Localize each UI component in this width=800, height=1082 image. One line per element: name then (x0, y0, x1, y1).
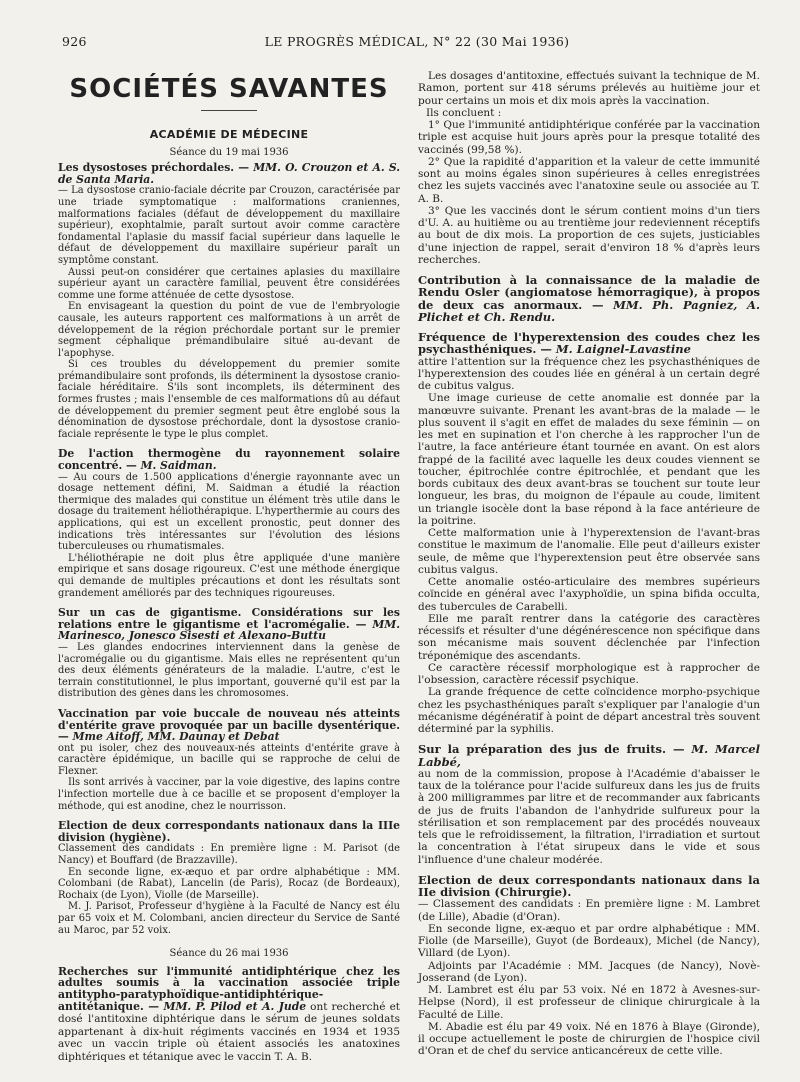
section-rubric: SOCIÉTÉS SAVANTES (69, 74, 389, 104)
article-title: Les dysostoses préchordales. (58, 161, 235, 175)
article-paragraph: M. J. Parisot, Professeur d'hygiène à la Faculté de Nancy est élu par 65 voix et M. Colombani, ancien directeur du Service de Santé au Maroc, par 52 voix. (58, 901, 400, 936)
article-paragraph: Classement des candidats : En première ligne : M. Parisot (de Nancy) et Bouffard (de Brazzaville). (58, 843, 400, 867)
article-title: Sur un cas de gigantisme. Considérations sur les relations entre le gigantisme et l'acromégalie. (58, 606, 400, 631)
article-paragraph: Les dosages d'antitoxine, effectués suivant la technique de M. Ramon, portent sur 418 sérums prélevés au huitième jour et pour certains un mois et dix mois après la vaccination. (418, 70, 760, 107)
article-authors: Mme Aitoff, MM. Daunay et Debat (72, 730, 280, 744)
article-title: Election de deux correspondants nationaux dans la IIe division (Chirurgie). (418, 872, 760, 899)
running-head (62, 34, 772, 50)
column-left (58, 66, 400, 1064)
article-authors: MM. O. Crouzon et A. S. de Santa Maria. (58, 161, 400, 186)
article-paragraph: Ils sont arrivés à vacciner, par la voie digestive, des lapins contre l'infection mortelle due à ce bacille et se proposent d'employer la méthode, qui est anodine, chez le nourrisson. (58, 777, 400, 812)
article-paragraph: M. Lambret est élu par 53 voix. Né en 1872 à Avesnes-sur-Helpse (Nord), il est professeur de clinique chirurgicale à la Faculté de Lille. (418, 984, 760, 1021)
article-title: Vaccination par voie buccale de nouveau nés atteints d'entérite grave provoquée par un bacille dysentérique. (58, 706, 400, 732)
article-title: Sur la préparation des jus de fruits. (418, 742, 667, 757)
article-title: Fréquence de l'hyperextension des coudes chez les psychasthéniques. (418, 330, 760, 357)
article-authors: M. Laignel-Lavastine (555, 342, 691, 357)
article-authors: MM. P. Pilod et A. Jude (163, 999, 307, 1013)
article-heading: De l'action thermogène du rayonnement solaire concentré. — M. Saidman. (58, 447, 400, 473)
article-paragraph: La grande fréquence de cette coïncidence morpho-psychique chez les psychasthéniques paraît s'expliquer par l'analogie d'un mécanisme dégénératif à point de départ ancestral très souvent déterminé par la syphilis. (418, 686, 760, 735)
article-heading: Contribution à la connaissance de la maladie de Rendu Osler (angiomatose hémorragique), à propos de deux cas anormaux. — MM. Ph. Pagniez, A. Plichet et Ch. Rendu. (418, 273, 760, 324)
article-title: Recherches sur l'immunité antidiphtérique chez les adultes soumis à la vaccination associée triple antitypho-paratyphoïdique-antidiphtérique-antitétanique. (58, 964, 400, 1013)
article-paragraph: — Classement des candidats : En première ligne : M. Lambret (de Lille), Abadie (d'Oran). (418, 898, 760, 923)
sitting-date-1: Séance du 19 mai 1936 (169, 146, 289, 158)
sitting-date-2: Séance du 26 mai 1936 (169, 948, 289, 960)
column-right (418, 68, 760, 1058)
article-heading (58, 820, 400, 843)
article-paragraph: Ils concluent : (426, 106, 502, 119)
article-heading (418, 874, 760, 899)
article-paragraph: L'héliothérapie ne doit plus être appliquée d'une manière empirique et sans dosage rigoureux. C'est une méthode énergique qui demande de multiples précautions et dont les résultats sont grandement améliorés par des techniques rigoureuses. (58, 552, 400, 599)
article-paragraph: En envisageant la question du point de vue de l'embryologie causale, les auteurs rapportent ces malformations à un arrêt de développement de la région préchordale portant sur le premier segment céphalique prémandibulaire situé au-devant de l'apophyse. (58, 301, 400, 359)
article-dysostoses (58, 162, 400, 440)
article-title: Election de deux correspondants nationaux dans la IIIe division (hygiène). (58, 819, 400, 844)
article-paragraph: Adjoints par l'Académie : MM. Jacques (de Nancy), Novè-Josserand (de Lyon). (418, 959, 760, 984)
article-paragraph: — Au cours de 1.500 applications d'énergie rayonnante avec un dosage nettement défini, M. Saidman a étudié la réaction thermique des malades qui constitue un élément très utile dans le dosage du traitement héliothérapique. L'hyperthermie au cours des applications, qui est un excellent pronostic, peut donner des indications très intéressantes sur l'évolution des lésions tuberculeuses ou rhumatismales. (58, 471, 400, 553)
article-paragraph: au nom de la commission, propose à l'Académie d'abaisser le taux de la tolérance pour l'acide sulfureux dans les jus de fruits à 200 milligrammes par litre et de recommander aux fabricants de jus de fruits l'abandon de l'anhydride sulfureux pour la stérilisation et son remplacement par des procédés nouveaux tels que le refroidissement, la filtration, l'irradiation et surtout la concentration à l'état sirupeux dans le vide et sous l'influence d'une chaleur modérée. (418, 767, 760, 866)
article-paragraph: Cette malformation unie à l'hyperextension de l'avant-bras constitue le maximum de l'anomalie. Elle peut d'ailleurs exister seule, de même que l'hyperextension peut être observée sans cubitus valgus. (418, 527, 760, 576)
article-immunite-cont (418, 70, 760, 266)
page-number: 926 (62, 34, 87, 49)
journal-title: LE PROGRÈS MÉDICAL, N° 22 (30 Mai 1936) (264, 34, 570, 49)
article-paragraph: 2° Que la rapidité d'apparition et la valeur de cette immunité sont au moins égales sinon supérieures à celles enregistrées chez les sujets vaccinés avec l'anatoxine seule ou associée au T. A. B. (418, 155, 760, 205)
article-vaccination (58, 708, 400, 812)
article-paragraph: ont pu isoler, chez des nouveaux-nés atteints d'entérite grave à caractère épidémique, un bacille qui se rapproche de celui de Flexner. (58, 742, 400, 777)
article-paragraph: Cette anomalie ostéo-articulaire des membres supérieurs coïncide en général avec l'axyphoïdie, un spina bifida occulta, des tubercules de Carabelli. (418, 576, 760, 613)
article-authors: MM. Marinesco, Jonesco Sisesti et Alexano-Buttu (58, 617, 400, 643)
article-paragraph: attire l'attention sur la fréquence chez les psychasthéniques de l'hyperextension des coudes liée en général à un certain degré de cubitus valgus. (418, 355, 760, 392)
article-heading: Vaccination par voie buccale de nouveau nés atteints d'entérite grave provoquée par un bacille dysentérique. — Mme Aitoff, MM. Daunay et Debat (58, 706, 400, 744)
article-heading: Recherches sur l'immunité antidiphtérique chez les adultes soumis à la vaccination associée triple antitypho-paratyphoïdique-antidiphtérique-antitétanique. — MM. P. Pilod et A. Jude ont recherché et dosé l'antitoxine diphtérique dans le sérum de jeunes soldats appartenant à dix-huit régiments vaccinés en 1934 et 1935 avec un vaccin triple où étaient associés les anatoxines diphtériques et tétanique avec le vaccin T. A. B. (58, 964, 400, 1063)
article-paragraph: Une image curieuse de cette anomalie est donnée par la manœuvre suivante. Prenant les avant-bras de la malade — le plus souvent il s'agit en effet de malades du sexe féminin — on les met en supination et l'on cherche à les rapprocher l'un de l'autre, la face antérieure étant tournée en avant. On est alors frappé de la facilité avec laquelle les deux coudes viennent se toucher, épitrochlée contre épitrochlée, et pendant que les bords cubitaux des deux avant-bras se touchent sur toute leur longueur, les bras, du moignon de l'épaule au coude, limitent un triangle isocèle dont la base répond à la face antérieure de la poitrine. (418, 392, 760, 527)
article-paragraph: M. Abadie est élu par 49 voix. Né en 1876 à Blaye (Gironde), il occupe actuellement le poste de chirurgien de l'hospice civil d'Oran et de chef du service anticancéreux de cette ville. (418, 1020, 760, 1058)
article-title: De l'action thermogène du rayonnement solaire concentré. (58, 447, 400, 473)
article-paragraph: Aussi peut-on considérer que certaines aplasies du maxillaire supérieur ayant un caractère familial, peuvent être considérées comme une forme atténuée de cette dysostose. (58, 266, 400, 301)
article-paragraph: Ce caractère récessif morphologique est à rapprocher de l'obsession, caractère récessif psychique. (418, 661, 760, 686)
article-paragraph: — La dysostose cranio-faciale décrite par Crouzon, caractérisée par une triade symptomatique : malformations craniennes, malformations faciales (défaut de développement du maxillaire supérieur), exophtalmie, paraît surtout avoir comme caractère fondamental l'aplasie du massif facial supérieur dans laquelle le défaut de développement du maxillaire supérieur paraît un symptôme constant. (58, 185, 400, 266)
article-election-hygiene (58, 820, 400, 936)
rubric-rule (201, 110, 257, 111)
article-title: Contribution à la connaissance de la maladie de Rendu Osler (angiomatose hémorragique), à propos de deux cas anormaux. (418, 273, 760, 312)
article-immunite (58, 966, 400, 1064)
article-paragraph: 3° Que les vaccinés dont le sérum contient moins d'un tiers d'U. A. au huitième ou au trentième jour redeviennent réceptifs au bout de dix mois. La proportion de ces sujets, justiciables d'une injection de rappel, serait d'environ 18 % d'après leurs recherches. (418, 204, 760, 266)
article-gigantisme (58, 607, 400, 700)
article-authors: M. Saidman. (140, 459, 217, 473)
article-paragraph: En seconde ligne, ex-æquo et par ordre alphabétique : MM. Fiolle (de Marseille), Guyot (de Bordeaux), Michel (de Nancy), Villard (de Lyon). (418, 922, 760, 960)
article-authors: M. Marcel Labbé, (418, 742, 760, 769)
academy-heading: ACADÉMIE DE MÉDECINE (149, 128, 309, 141)
article-paragraph: — Les glandes endocrines interviennent dans la genèse de l'acromégalie ou du gigantisme. Mais elles ne représentent qu'un des deux éléments générateurs de la maladie. L'autre, c'est le terrain constitutionnel, le plus important, gouverné qu'il est par la distribution des gènes dans les chromosomes. (58, 641, 400, 700)
article-hyperextension (418, 331, 760, 735)
article-election-chirurgie (418, 874, 760, 1058)
article-rayonnement (58, 448, 400, 599)
article-heading: Fréquence de l'hyperextension des coudes chez les psychasthéniques. — M. Laignel-Lavastine (418, 330, 760, 357)
article-heading: Sur un cas de gigantisme. Considérations sur les relations entre le gigantisme et l'acromégalie. — MM. Marinesco, Jonesco Sisesti et Alexano-Buttu (58, 606, 400, 643)
article-paragraph: En seconde ligne, ex-æquo et par ordre alphabétique : MM. Colombani (de Rabat), Lancelin (de Paris), Rocaz (de Bordeaux), Rochaix (de Lyon), Violle (de Marseille). (58, 866, 400, 901)
article-jus-de-fruits (418, 743, 760, 866)
article-authors: MM. Ph. Pagniez, A. Plichet et Ch. Rendu. (418, 297, 760, 324)
article-paragraph: 1° Que l'immunité antidiphtérique conférée par la vaccination triple est acquise huit jours après pour la presque totalité des vaccinés (99,58 %). (418, 119, 760, 156)
article-heading: Les dysostoses préchordales. — MM. O. Crouzon et A. S. de Santa Maria. (58, 161, 400, 186)
article-paragraph: Si ces troubles du développement du premier somite prémandibulaire sont profonds, ils déterminent la dysostose cranio-faciale héréditaire. S'ils sont incomplets, ils déterminent des formes frustes ; mais l'ensemble de ces malformations dû au défaut de développement du premier segment peut être englobé sous la dénomination de dysostose préchordale, dont la dysostose cranio-faciale représente le type le plus complet. (58, 359, 400, 440)
article-paragraph: Elle me paraît rentrer dans la catégorie des caractères récessifs et résulter d'une dégénérescence non spécifique dans son mécanisme mais souvent déclenchée par l'infection tréponémique des ascendants. (418, 612, 760, 662)
article-rendu-osler (418, 274, 760, 323)
article-paragraph: ont recherché et dosé l'antitoxine diphtérique dans le sérum de jeunes soldats appartenant à dix-huit régiments vaccinés en 1934 et 1935 avec un vaccin triple où étaient associés les anatoxines diphtériques et tétanique avec le vaccin T. A. B. (58, 1000, 400, 1063)
article-heading: Sur la préparation des jus de fruits. — M. Marcel Labbé, (418, 742, 760, 769)
